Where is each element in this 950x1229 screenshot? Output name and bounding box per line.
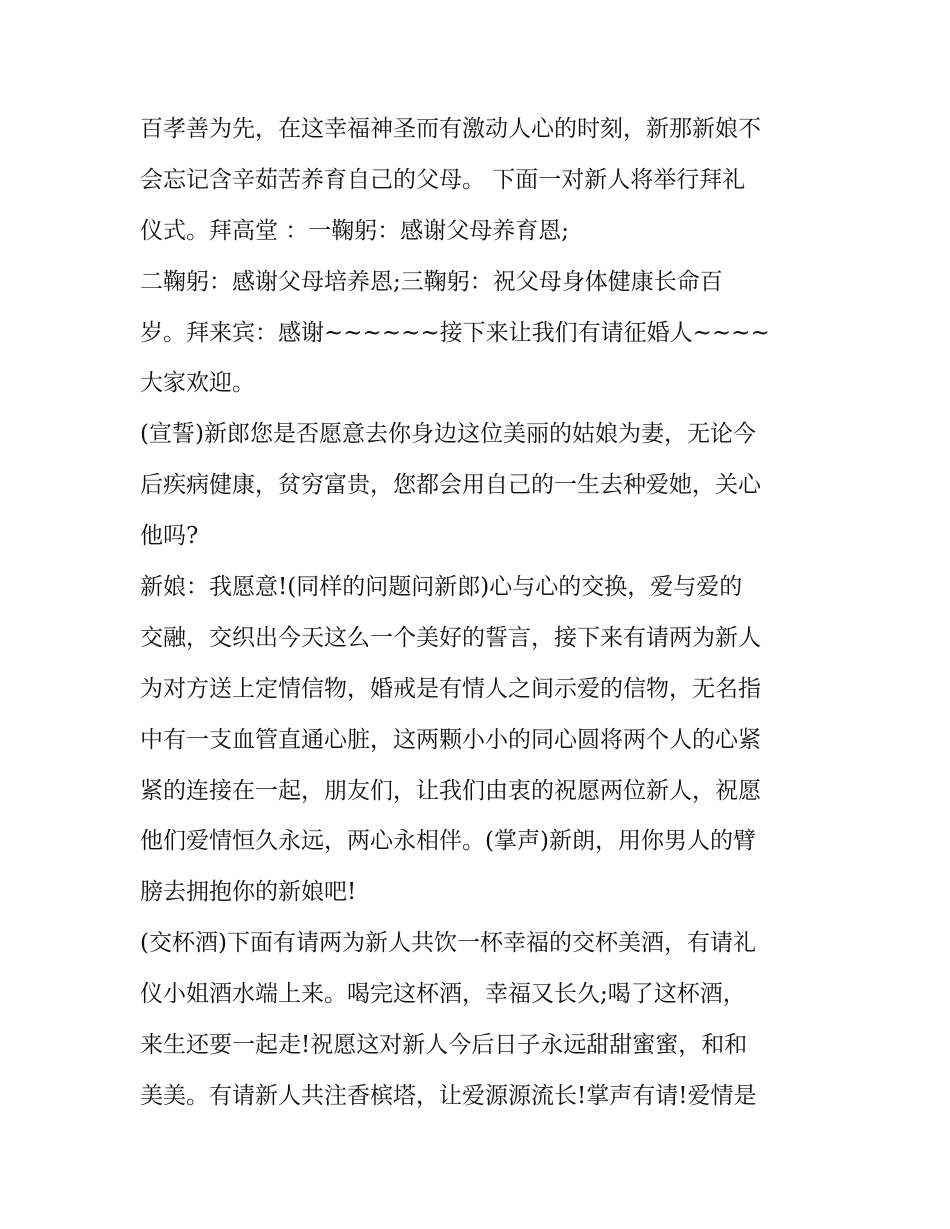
text-line: 仪小姐酒水端上来。喝完这杯酒，幸福又长久;喝了这杯酒， xyxy=(140,981,746,1008)
text-line: 他吗? xyxy=(140,523,199,550)
text-line: 百孝善为先，在这幸福神圣而有激动人心的时刻，新那新娘不 xyxy=(140,116,761,142)
text-line: 二鞠躬：感谢父母培养恩;三鞠躬：祝父母身体健康长命百 xyxy=(140,268,723,295)
text-line: (宣誓)新郎您是否愿意去你身边这位美丽的姑娘为妻，无论今 xyxy=(140,421,756,448)
text-line: 新娘：我愿意!(同样的问题问新郎)心与心的交换，爱与爱的 xyxy=(140,574,743,601)
text-line: 岁。拜来宾：感谢~~~~~~接下来让我们有请征婚人~~~~ xyxy=(140,319,770,346)
text-line: 大家欢迎。 xyxy=(140,370,255,397)
text-line: 会忘记含辛茹苦养育自己的父母。 下面一对新人将举行拜礼 xyxy=(140,166,746,193)
body-text xyxy=(140,104,830,1122)
text-line: 为对方送上定情信物，婚戒是有情人之间示爱的信物，无名指 xyxy=(140,675,761,702)
text-line: 来生还要一起走!祝愿这对新人今后日子永远甜甜蜜蜜，和和 xyxy=(140,1032,748,1059)
text-line: 中有一支血管直通心脏，这两颗小小的同心圆将两个人的心紧 xyxy=(140,726,761,753)
text-line: 仪式。拜高堂 ：一鞠躬：感谢父母养育恩; xyxy=(140,217,570,244)
text-line: 美美。有请新人共注香槟塔，让爱源源流长!掌声有请!爱情是 xyxy=(140,1082,757,1109)
text-line: 膀去拥抱你的新娘吧! xyxy=(140,879,357,906)
text-line: 交融，交织出今天这么一个美好的誓言，接下来有请两为新人 xyxy=(140,624,761,651)
text-line: 紧的连接在一起，朋友们，让我们由衷的祝愿两位新人，祝愿 xyxy=(140,777,761,804)
text-line: 他们爱情恒久永远，两心永相伴。(掌声)新朗，用你男人的臂 xyxy=(140,828,756,855)
text-line: 后疾病健康，贫穷富贵，您都会用自己的一生去种爱她，关心 xyxy=(140,472,761,499)
text-line: (交杯酒)下面有请两为新人共饮一杯幸福的交杯美酒，有请礼 xyxy=(140,930,756,957)
